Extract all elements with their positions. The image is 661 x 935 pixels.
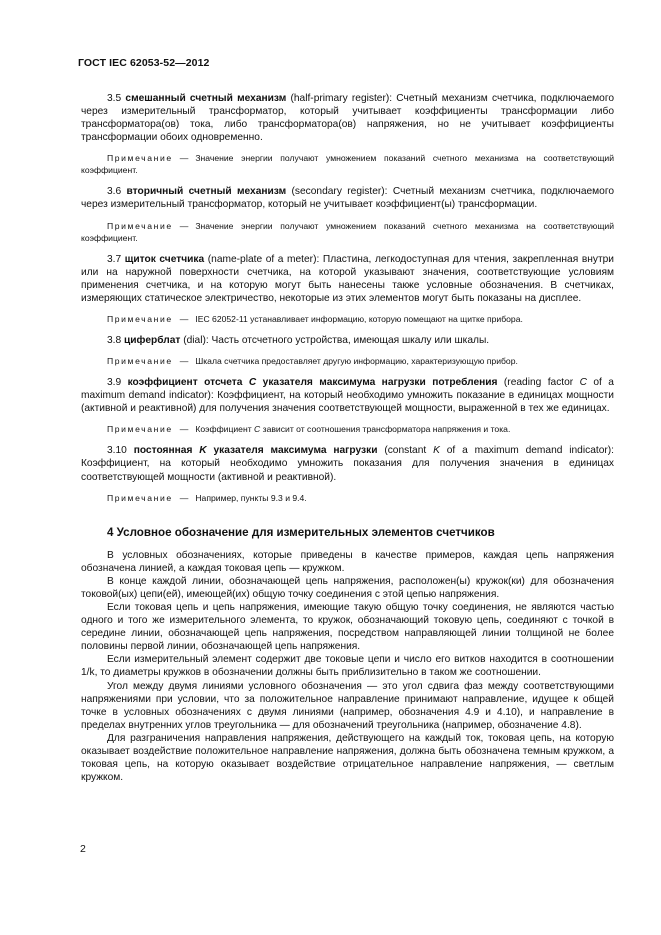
definition-term: постоянная — [133, 445, 200, 457]
note — [81, 492, 614, 504]
definition-number: 3.9 — [107, 377, 122, 389]
definition-text: (dial): Часть отсчетного устройства, имеющая шкалу или шкалы. — [180, 334, 490, 346]
definition-number: 3.5 — [107, 93, 122, 104]
definition-term: C — [248, 377, 257, 389]
note-text: C — [254, 424, 261, 435]
note-text: Например, пункты 9.3 и 9.4. — [195, 492, 307, 503]
definition-term: щиток счетчика — [124, 253, 205, 265]
definition-number: 3.8 — [107, 334, 122, 346]
definitions-list — [81, 92, 614, 504]
document-body — [81, 92, 614, 784]
note-dash: — — [179, 313, 189, 324]
definition-3-5 — [81, 92, 614, 144]
note — [81, 355, 614, 367]
note-label: Примечание — [107, 220, 173, 231]
definition-term: коэффициент отсчета — [127, 377, 249, 389]
note-label: Примечание — [107, 153, 173, 164]
definition-term: указателя максимума нагрузки потребления — [256, 377, 498, 389]
definition-3-8 — [81, 334, 614, 347]
note — [81, 313, 614, 325]
definition-number: 3.7 — [107, 253, 122, 265]
definition-text: (secondary register): Счетный механизм счетчика, подключаемого через измерительный трансформатор, который не учитывает коэффициент(ы) трансформации. — [81, 186, 614, 211]
section-4-paragraph: Если токовая цепь и цепь напряжения, имеющие такую общую точку соединения, не являются частью одного и того же измерительного элемента, то кружок, обозначающий токовую цепь, соединяют с точкой в середине линии, обозначающей цепь напряжения, посредством направляющей линии толщиной не более половины первой линии, обозначающей цепь напряжения. — [81, 601, 614, 653]
definition-3-7 — [81, 253, 614, 305]
note-text: Значение энергии получают умножением показаний счетного механизма на соответствующий коэффициент. — [81, 220, 614, 243]
definition-text: (reading factor — [497, 377, 580, 389]
definition-text: K — [433, 445, 440, 457]
note-text: Значение энергии получают умножением показаний счетного механизма на соответствующий коэффициент. — [81, 153, 614, 176]
definition-3-9 — [81, 376, 614, 415]
definition-term: смешанный счетный механизм — [125, 93, 287, 104]
definition-text: C — [579, 377, 587, 389]
note — [81, 423, 614, 435]
definition-text: (constant — [377, 445, 434, 457]
note-text: IEC 62052-11 устанавливает информацию, которую помещают на щитке прибора. — [195, 313, 523, 324]
document-code-header: ГОСТ IEC 62053-52—2012 — [78, 57, 210, 69]
definition-3-6 — [81, 185, 614, 211]
note-dash: — — [179, 356, 189, 367]
definition-text: (name-plate of a meter): Пластина, легкодоступная для чтения, закрепленная внутри или на наружной поверхности счетчика, на которой указывают значения, соответствующие условиям применения счетчика, и на которую могут быть нанесены также условные обозначения. В счетчиках, измеряющих статическое электричество, некоторые из этих элементов могут быть показаны на дисплее. — [81, 253, 614, 304]
note — [81, 152, 614, 176]
note-dash: — — [179, 492, 189, 503]
definition-number: 3.10 — [107, 445, 127, 457]
note-label: Примечание — [107, 424, 173, 435]
note-label: Примечание — [107, 356, 173, 367]
note-text: зависит от соотношения трансформатора напряжения и тока. — [260, 424, 511, 435]
section-4-paragraph: Если измерительный элемент содержит две токовые цепи и число его витков находится в соотношении 1/k, то диаметры кружков в обозначении должны быть приблизительно в таком же соотношении. — [81, 654, 614, 679]
note-text: Коэффициент — [195, 424, 255, 435]
definition-term: указателя максимума нагрузки — [206, 445, 378, 457]
definition-term: циферблат — [124, 334, 181, 346]
section-4-body — [81, 549, 614, 785]
definition-term: K — [199, 445, 207, 457]
note-label: Примечание — [107, 313, 173, 324]
note-dash: — — [179, 153, 189, 164]
definition-text: of a maximum demand indicator): Коэффициент, на который необходимо умножить показание в единицах мощности (активной и реактивной) для получения значения соответствующей мощности, выраженной в тех же единицах. — [81, 377, 614, 415]
definition-3-10 — [81, 444, 614, 483]
section-4-paragraph: В условных обозначениях, которые приведены в качестве примеров, каждая цепь напряжения обозначена линией, а каждая токовая цепь — кружком. — [81, 549, 614, 574]
section-4-title: 4 Условное обозначение для измерительных элементов счетчиков — [107, 525, 495, 539]
section-4-paragraph: В конце каждой линии, обозначающей цепь напряжения, расположен(ы) кружок(ки) для обозначения токовой(ых) цепи(ей), имеющей(их) общую точку соединения с этой цепью напряжения. — [81, 575, 614, 600]
section-4-paragraph: Для разграничения направления напряжения, действующего на каждый ток, токовая цепь, на которую оказывает воздействие положительное направление напряжения, должна быть обозначена темным кружком, а токовая цепь, на которую оказывает воздействие отрицательное направление напряжения, — светлым кружком. — [81, 732, 614, 784]
definition-text: (half-primary register): Счетный механизм счетчика, подключаемого через измерительный трансформатор, который учитывает коэффициенты трансформации либо трансформатора(ов) тока, либо трансформатора(ов) напряжения, но не учитывает коэффициенты трансформации обоих одновременно. — [81, 93, 614, 144]
definition-number: 3.6 — [107, 186, 122, 198]
page-number: 2 — [80, 843, 86, 855]
section-4-paragraph: Угол между двумя линиями условного обозначения — это угол сдвига фаз между соответствующими напряжениями при условии, что за положительное направление принимают направление, идущее к общей точке в условных обозначениях с двумя линиями (например, обозначения 4.9 и 4.10), и направление в пределах внутренних углов треугольника — для обозначений треугольника (например, обозначение 4.8). — [81, 680, 614, 731]
definition-term: вторичный счетный механизм — [126, 186, 287, 198]
note-dash: — — [179, 220, 189, 231]
definition-text: of a maximum demand indicator): Коэффициент, на который необходимо умножить показания для получения значения в единицах соответствующей мощности (активной и реактивной). — [81, 445, 614, 483]
note — [81, 220, 614, 244]
note-label: Примечание — [107, 492, 173, 503]
note-text: Шкала счетчика предоставляет другую информацию, характеризующую прибор. — [195, 356, 518, 367]
note-dash: — — [179, 424, 189, 435]
